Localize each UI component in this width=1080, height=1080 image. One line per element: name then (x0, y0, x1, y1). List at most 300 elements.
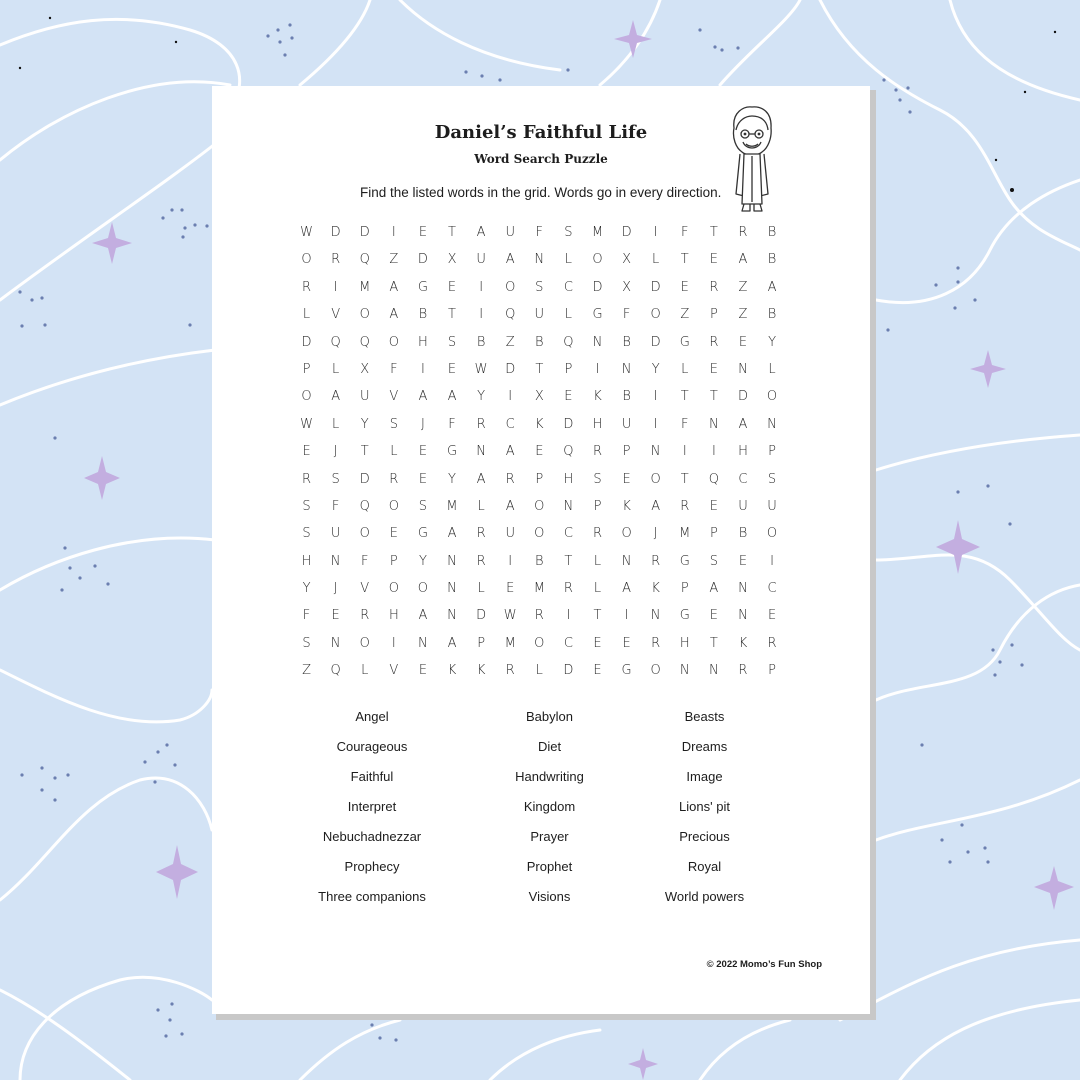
word-list-item: Dreams (681, 739, 728, 754)
grid-letter: R (738, 663, 748, 679)
grid-letter: A (476, 225, 486, 240)
grid-letter: E (418, 444, 428, 460)
grid-letter: B (622, 389, 631, 405)
grid-letter: H (388, 608, 399, 624)
grid-letter: I (391, 635, 396, 651)
grid-letter: N (650, 444, 661, 460)
grid-letter: U (767, 498, 777, 514)
grid-letter: R (651, 553, 661, 569)
grid-letter: P (768, 444, 776, 460)
grid-letter: E (709, 361, 718, 377)
grid-letter: H (301, 553, 312, 569)
grid-letter: R (302, 471, 312, 487)
grid-letter: E (418, 663, 428, 679)
grid-letter: B (418, 307, 428, 323)
page-subtitle: Word Search Puzzle (474, 152, 608, 166)
grid-letter: T (535, 361, 544, 377)
grid-letter: D (621, 225, 632, 240)
grid-letter: Q (330, 663, 341, 679)
grid-letter: L (477, 581, 485, 597)
word-list-item: Kingdom (523, 799, 576, 814)
grid-letter: S (302, 635, 311, 651)
grid-letter: D (650, 334, 661, 350)
grid-letter: O (592, 252, 603, 268)
grid-letter: P (680, 581, 689, 597)
grid-letter: T (709, 635, 718, 651)
grid-letter: Z (505, 334, 515, 350)
grid-letter: S (447, 334, 457, 350)
grid-letter: E (622, 635, 631, 651)
grid-letter: E (447, 361, 457, 377)
grid-letter: T (593, 608, 602, 624)
grid-letter: O (417, 581, 429, 597)
grid-letter: N (563, 498, 574, 514)
word-list-item: Visions (528, 889, 571, 904)
grid-letter: D (476, 608, 487, 624)
grid-letter: L (593, 553, 602, 569)
grid-letter: A (447, 389, 457, 405)
instructions: Find the listed words in the grid. Words go in every direction. (360, 185, 722, 200)
grid-letter: L (564, 252, 573, 268)
daniel-character-icon (722, 104, 782, 216)
grid-letter: U (505, 225, 515, 240)
letter-grid (292, 219, 787, 685)
grid-letter: Q (563, 444, 574, 460)
grid-letter: B (476, 334, 486, 350)
grid-letter: R (476, 416, 486, 432)
grid-letter: I (391, 225, 396, 240)
grid-letter: N (738, 361, 748, 377)
grid-letter: Y (651, 361, 660, 377)
grid-letter: D (301, 334, 312, 350)
grid-letter: E (302, 444, 311, 460)
grid-letter: K (593, 389, 602, 405)
grid-letter: L (681, 361, 689, 377)
grid-letter: E (331, 608, 340, 624)
grid-letter: O (766, 526, 778, 542)
grid-letter: L (332, 361, 340, 377)
grid-letter: F (622, 307, 631, 323)
grid-letter: I (566, 608, 571, 624)
grid-letter: N (330, 553, 341, 569)
grid-letter: V (360, 581, 370, 597)
grid-letter: F (360, 553, 369, 569)
grid-letter: O (650, 307, 661, 323)
grid-letter: U (534, 307, 545, 323)
grid-letter: N (592, 334, 603, 350)
grid-letter: R (592, 526, 602, 542)
grid-letter: N (708, 416, 719, 432)
grid-letter: W (503, 608, 517, 624)
grid-letter: Q (359, 334, 370, 350)
grid-letter: A (505, 252, 515, 268)
worksheet-page (212, 86, 870, 1014)
word-list (292, 704, 745, 914)
grid-letter: X (622, 279, 632, 295)
grid-letter: Q (359, 498, 370, 514)
grid-letter: A (418, 608, 428, 624)
grid-letter: D (592, 279, 603, 295)
grid-letter: R (709, 279, 719, 295)
grid-letter: H (679, 635, 690, 651)
grid-letter: I (421, 361, 425, 377)
grid-letter: I (479, 279, 484, 295)
grid-letter: P (477, 635, 486, 651)
grid-letter: A (767, 279, 777, 295)
word-list-item: Handwriting (515, 769, 584, 784)
word-list-item: Prophet (526, 859, 573, 874)
grid-letter: C (563, 635, 573, 651)
grid-letter: N (738, 581, 748, 597)
grid-letter: Q (708, 471, 719, 487)
grid-letter: A (447, 635, 457, 651)
grid-letter: F (302, 608, 311, 624)
grid-letter: J (653, 526, 658, 542)
grid-letter: U (359, 389, 370, 405)
grid-letter: R (476, 553, 486, 569)
grid-letter: I (479, 307, 484, 323)
grid-letter: O (534, 526, 545, 542)
grid-letter: O (388, 581, 399, 597)
grid-letter: N (679, 663, 690, 679)
word-list-item: Precious (679, 829, 730, 844)
grid-letter: E (418, 225, 428, 240)
grid-letter: Z (302, 663, 311, 679)
grid-letter: P (768, 663, 776, 679)
grid-letter: A (389, 279, 399, 295)
grid-letter: E (622, 471, 631, 487)
grid-letter: Y (448, 471, 456, 487)
grid-letter: E (418, 471, 428, 487)
grid-letter: O (650, 663, 661, 679)
grid-letter: V (331, 307, 341, 323)
word-list-item: World powers (664, 889, 745, 904)
grid-letter: E (389, 526, 398, 542)
grid-letter: P (709, 526, 718, 542)
grid-letter: V (389, 663, 399, 679)
grid-letter: M (446, 498, 458, 514)
grid-letter: D (650, 279, 661, 295)
grid-letter: U (330, 526, 341, 542)
grid-letter: I (333, 279, 338, 295)
grid-letter: R (767, 635, 777, 651)
grid-letter: N (447, 581, 457, 597)
grid-letter: R (331, 252, 341, 268)
grid-letter: U (476, 252, 486, 268)
grid-letter: E (593, 663, 602, 679)
grid-letter: E (564, 389, 573, 405)
grid-letter: C (767, 581, 777, 597)
grid-letter: S (331, 471, 340, 487)
grid-letter: E (738, 334, 748, 350)
grid-letter: D (330, 225, 341, 240)
grid-letter: Y (477, 389, 486, 405)
grid-letter: D (563, 416, 574, 432)
grid-letter: N (621, 361, 632, 377)
grid-letter: D (359, 225, 370, 240)
word-list-item: Prayer (530, 829, 569, 844)
grid-letter: D (505, 361, 516, 377)
grid-letter: F (681, 225, 689, 240)
grid-letter: U (621, 416, 632, 432)
grid-letter: U (505, 526, 515, 542)
grid-letter: Q (330, 334, 341, 350)
grid-letter: I (770, 553, 774, 569)
grid-letter: R (505, 471, 515, 487)
grid-letter: W (300, 225, 313, 240)
grid-letter: E (709, 608, 718, 624)
grid-letter: T (680, 389, 689, 405)
grid-letter: R (505, 663, 515, 679)
grid-letter: N (447, 608, 457, 624)
grid-letter: C (563, 526, 573, 542)
grid-letter: I (595, 361, 600, 377)
grid-letter: A (418, 389, 428, 405)
grid-letter: U (738, 498, 748, 514)
grid-letter: O (534, 635, 545, 651)
grid-letter: Y (360, 416, 369, 432)
grid-letter: A (331, 389, 341, 405)
grid-letter: T (680, 471, 689, 487)
grid-letter: A (622, 581, 632, 597)
grid-letter: L (390, 444, 398, 460)
grid-letter: E (738, 553, 748, 569)
grid-letter: K (447, 663, 457, 679)
grid-letter: D (417, 252, 428, 268)
grid-letter: N (534, 252, 545, 268)
grid-letter: L (302, 307, 311, 323)
grid-letter: E (535, 444, 544, 460)
word-list-item: Royal (687, 859, 722, 874)
grid-letter: Q (359, 252, 370, 268)
grid-letter: G (592, 307, 603, 323)
grid-letter: T (680, 252, 689, 268)
grid-letter: B (767, 307, 777, 323)
grid-letter: R (360, 608, 370, 624)
grid-letter: F (535, 225, 544, 240)
grid-letter: M (359, 279, 371, 295)
grid-letter: A (709, 581, 719, 597)
grid-letter: Y (418, 553, 427, 569)
grid-letter: R (592, 444, 602, 460)
grid-letter: R (389, 471, 399, 487)
grid-letter: M (591, 225, 604, 240)
grid-letter: L (564, 307, 573, 323)
grid-letter: G (679, 553, 690, 569)
grid-letter: B (535, 553, 544, 569)
grid-letter: V (389, 389, 399, 405)
grid-letter: S (593, 471, 602, 487)
grid-letter: C (505, 416, 515, 432)
grid-letter: O (534, 498, 545, 514)
word-list-item: Nebuchadnezzar (322, 829, 422, 844)
word-list-item: Image (686, 769, 723, 784)
grid-letter: P (593, 498, 602, 514)
grid-letter: N (738, 608, 748, 624)
grid-letter: K (622, 498, 631, 514)
grid-letter: J (421, 416, 425, 432)
grid-letter: L (535, 663, 543, 679)
grid-letter: K (651, 581, 660, 597)
grid-letter: X (622, 252, 632, 268)
grid-letter: Y (302, 581, 311, 597)
grid-letter: P (709, 307, 718, 323)
grid-letter: T (709, 225, 718, 240)
grid-letter: O (388, 334, 399, 350)
grid-letter: F (331, 498, 340, 514)
word-list-item: Babylon (526, 709, 573, 724)
grid-letter: S (709, 553, 718, 569)
grid-letter: C (563, 279, 573, 295)
grid-letter: W (300, 416, 313, 432)
word-list-item: Faithful (350, 769, 394, 784)
grid-letter: Z (738, 279, 748, 295)
grid-letter: F (390, 361, 398, 377)
grid-letter: E (680, 279, 689, 295)
grid-letter: Z (389, 252, 399, 268)
word-list-item: Beasts (684, 709, 725, 724)
grid-letter: E (767, 608, 777, 624)
grid-letter: K (738, 635, 748, 651)
grid-letter: R (476, 526, 486, 542)
grid-letter: I (624, 608, 629, 624)
grid-letter: O (301, 252, 312, 268)
grid-letter: I (711, 444, 716, 460)
grid-letter: Y (768, 334, 777, 350)
word-list-item: Prophecy (344, 859, 400, 874)
grid-letter: K (476, 663, 486, 679)
grid-letter: S (302, 498, 311, 514)
grid-letter: O (359, 635, 370, 651)
grid-letter: A (651, 498, 661, 514)
grid-letter: C (738, 471, 748, 487)
grid-letter: S (418, 498, 428, 514)
grid-letter: R (680, 498, 690, 514)
grid-letter: A (476, 471, 486, 487)
grid-letter: P (389, 553, 398, 569)
grid-letter: E (593, 635, 602, 651)
grid-letter: O (359, 526, 370, 542)
grid-letter: I (653, 416, 658, 432)
grid-letter: S (535, 279, 544, 295)
grid-letter: J (333, 444, 338, 460)
grid-letter: R (738, 225, 748, 240)
grid-letter: E (447, 279, 457, 295)
grid-letter: R (302, 279, 312, 295)
grid-letter: I (508, 389, 513, 405)
grid-letter: I (682, 444, 687, 460)
grid-letter: R (651, 635, 661, 651)
grid-letter: G (679, 334, 690, 350)
grid-letter: A (738, 252, 748, 268)
grid-letter: L (332, 416, 340, 432)
grid-letter: P (535, 471, 544, 487)
grid-letter: F (681, 416, 689, 432)
grid-letter: D (563, 663, 574, 679)
word-list-item: Three companions (318, 889, 426, 904)
grid-letter: Z (738, 307, 748, 323)
grid-letter: E (709, 252, 718, 268)
grid-letter: Z (680, 307, 690, 323)
grid-letter: E (506, 581, 515, 597)
grid-letter: D (359, 471, 370, 487)
grid-letter: H (418, 334, 428, 350)
grid-letter: A (738, 416, 748, 432)
grid-letter: I (508, 553, 513, 569)
grid-letter: S (564, 225, 573, 240)
grid-letter: A (447, 526, 457, 542)
grid-letter: O (359, 307, 370, 323)
grid-letter: Q (563, 334, 574, 350)
grid-letter: T (564, 553, 573, 569)
grid-letter: I (653, 225, 658, 240)
grid-letter: W (474, 361, 488, 377)
grid-letter: G (417, 526, 428, 542)
grid-letter: N (708, 663, 719, 679)
grid-letter: N (650, 608, 661, 624)
grid-letter: B (535, 334, 544, 350)
grid-letter: X (534, 389, 544, 405)
grid-letter: S (389, 416, 398, 432)
grid-letter: P (302, 361, 311, 377)
grid-letter: F (448, 416, 456, 432)
grid-letter: L (477, 498, 485, 514)
grid-letter: T (709, 389, 718, 405)
grid-letter: G (621, 663, 632, 679)
grid-letter: T (360, 444, 369, 460)
grid-letter: O (650, 471, 661, 487)
grid-letter: N (330, 635, 341, 651)
word-list-item: Interpret (347, 799, 397, 814)
grid-letter: L (652, 252, 660, 268)
grid-letter: B (622, 334, 631, 350)
grid-letter: P (622, 444, 631, 460)
copyright: © 2022 Momo’s Fun Shop (706, 959, 822, 970)
grid-letter: I (653, 389, 658, 405)
grid-letter: X (360, 361, 370, 377)
grid-letter: T (448, 225, 456, 240)
grid-letter: O (766, 389, 778, 405)
grid-letter: L (361, 663, 369, 679)
grid-letter: G (417, 279, 428, 295)
grid-letter: G (679, 608, 690, 624)
grid-letter: A (389, 307, 399, 323)
word-list-item: Angel (355, 709, 389, 724)
grid-letter: X (447, 252, 457, 268)
grid-letter: O (621, 526, 632, 542)
grid-letter: S (767, 471, 777, 487)
grid-letter: R (563, 581, 573, 597)
grid-letter: S (302, 526, 311, 542)
grid-letter: L (768, 361, 776, 377)
page-title: Daniel’s Faithful Life (434, 122, 648, 143)
grid-letter: H (592, 416, 603, 432)
grid-letter: D (737, 389, 748, 405)
grid-letter: B (767, 225, 777, 240)
grid-letter: R (534, 608, 544, 624)
grid-letter: O (388, 498, 399, 514)
grid-letter: B (738, 526, 748, 542)
grid-letter: Q (505, 307, 516, 323)
grid-letter: E (709, 498, 718, 514)
word-list-item: Courageous (336, 739, 408, 754)
grid-letter: M (533, 581, 545, 597)
grid-letter: J (333, 581, 338, 597)
grid-letter: N (476, 444, 486, 460)
word-list-item: Lions' pit (679, 799, 730, 814)
grid-letter: L (593, 581, 602, 597)
grid-letter: G (446, 444, 458, 460)
